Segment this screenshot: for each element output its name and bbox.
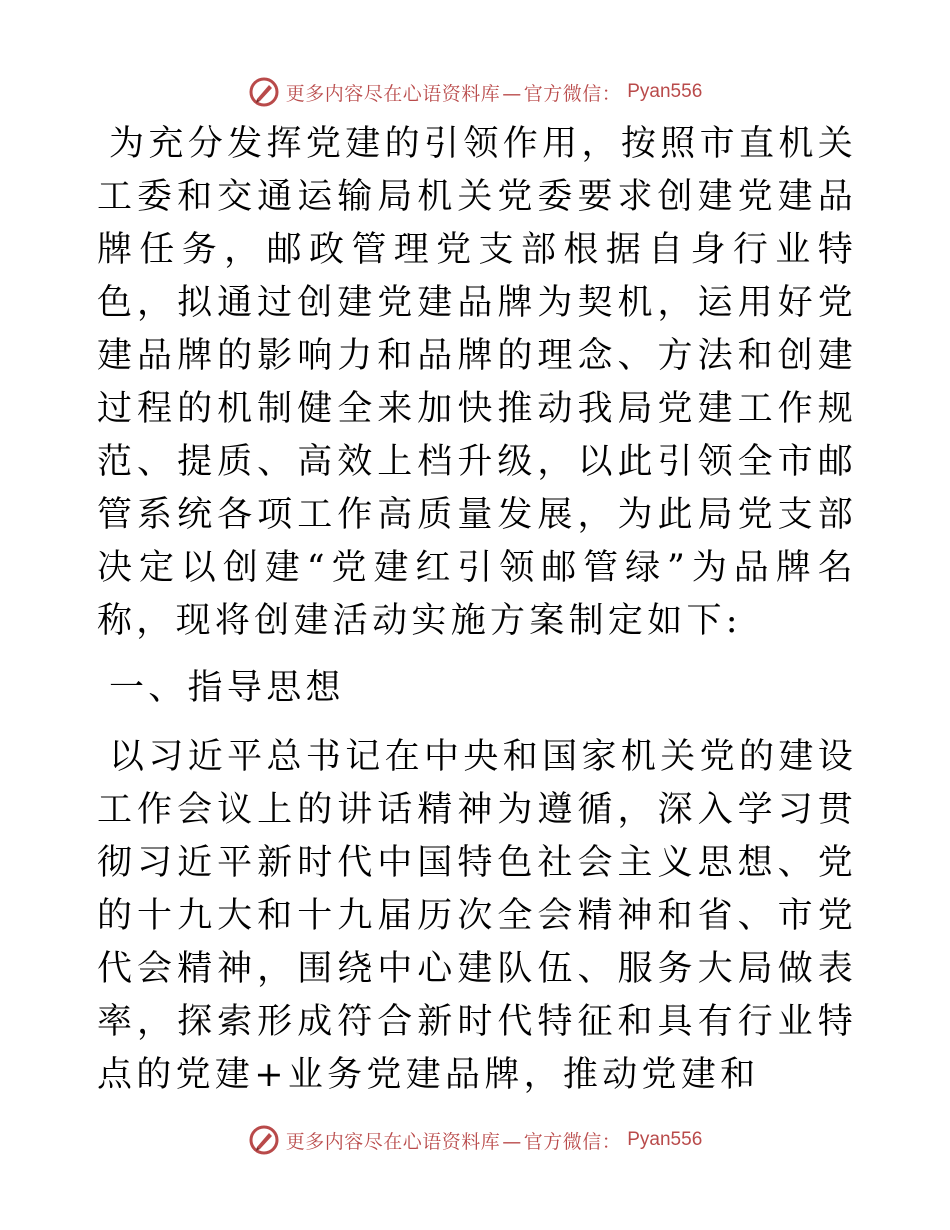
watermark-handle: Pyan556 bbox=[627, 1129, 703, 1150]
watermark-text bbox=[286, 79, 622, 106]
watermark-suffix: 官方微信： bbox=[523, 1130, 622, 1153]
header-watermark bbox=[0, 72, 950, 112]
watermark-title: 更多内容尽在心语资料库 bbox=[285, 82, 501, 105]
guiding-thought-paragraph: 以习近平总书记在中央和国家机关党的建设工作会议上的讲话精神为遵循，深入学习贯彻习近平新时代中国特色社会主义思想、党的十九大和十九届历次全会精神和省、市党代会精神，围绕中心建队伍、服务大局做表率，探索形成符合新时代特征和具有行业特点的党建+业务党建品牌，推动党建和 bbox=[97, 737, 857, 1095]
document-body bbox=[97, 118, 857, 1102]
watermark-handle: Pyan556 bbox=[627, 81, 703, 102]
pen-logo-icon bbox=[248, 1124, 280, 1156]
footer-watermark bbox=[0, 1120, 950, 1160]
watermark-title: 更多内容尽在心语资料库 bbox=[285, 1130, 501, 1153]
intro-paragraph: 为充分发挥党建的引领作用，按照市直机关工委和交通运输局机关党委要求创建党建品牌任务，邮政管理党支部根据自身行业特色，拟通过创建党建品牌为契机，运用好党建品牌的影响力和品牌的理念、方法和创建过程的机制健全来加快推动我局党建工作规范、提质、高效上档升级，以此引领全市邮管系统各项工作高质量发展，为此局党支部决定以创建“党建红引领邮管绿”为品牌名称，现将创建活动实施方案制定如下: bbox=[97, 124, 857, 641]
pen-logo-icon bbox=[248, 76, 280, 108]
watermark-dash: — bbox=[502, 82, 522, 105]
section-heading: 一、指导思想 bbox=[109, 668, 345, 708]
watermark-suffix: 官方微信： bbox=[523, 82, 622, 105]
watermark-text bbox=[286, 1127, 622, 1154]
watermark-dash: — bbox=[502, 1130, 522, 1153]
